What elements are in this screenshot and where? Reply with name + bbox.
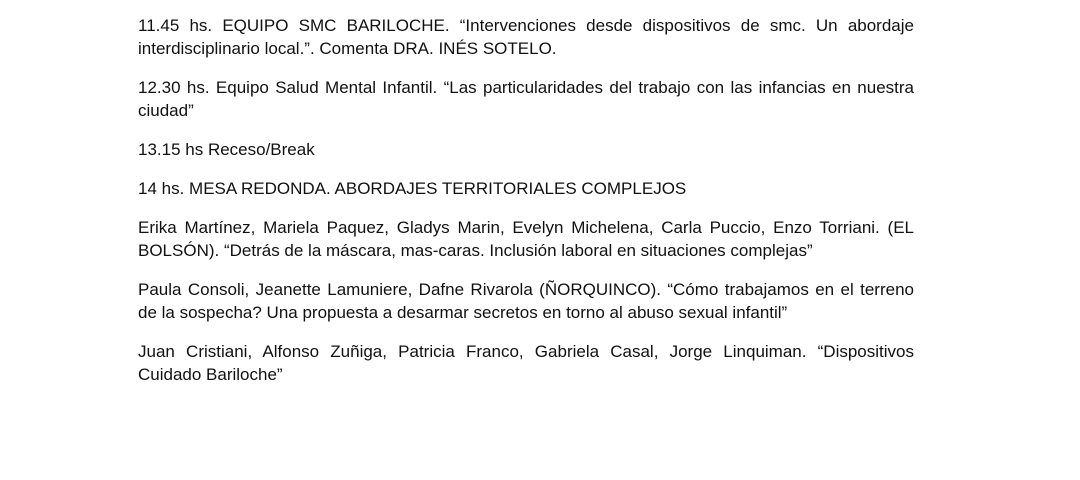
round-table-item-norquinco: Paula Consoli, Jeanette Lamuniere, Dafne Rivarola (ÑORQUINCO). “Cómo trabajamos en el terreno de la sospecha? Una propuesta a desarmar secretos en torno al abuso sexual infantil” bbox=[138, 280, 914, 322]
round-table-item-bariloche: Juan Cristiani, Alfonso Zuñiga, Patricia Franco, Gabriela Casal, Jorge Linquiman. “Dispositivos Cuidado Bariloche” bbox=[138, 342, 914, 384]
schedule-item-1145: 11.45 hs. EQUIPO SMC BARILOCHE. “Intervenciones desde dispositivos de smc. Un abordaje interdisciplinario local.”. Comenta DRA. INÉS SOTELO. bbox=[138, 16, 914, 58]
schedule-item-1315: 13.15 hs Receso/Break bbox=[138, 140, 315, 159]
document-page bbox=[138, 14, 914, 402]
round-table-item-el-bolson: Erika Martínez, Mariela Paquez, Gladys Marin, Evelyn Michelena, Carla Puccio, Enzo Torriani. (EL BOLSÓN). “Detrás de la máscara, mas-caras. Inclusión laboral en situaciones complejas” bbox=[138, 218, 914, 260]
schedule-item-1400: 14 hs. MESA REDONDA. ABORDAJES TERRITORIALES COMPLEJOS bbox=[138, 179, 687, 198]
schedule-item-1230: 12.30 hs. Equipo Salud Mental Infantil. “Las particularidades del trabajo con las infancias en nuestra ciudad” bbox=[138, 78, 914, 120]
